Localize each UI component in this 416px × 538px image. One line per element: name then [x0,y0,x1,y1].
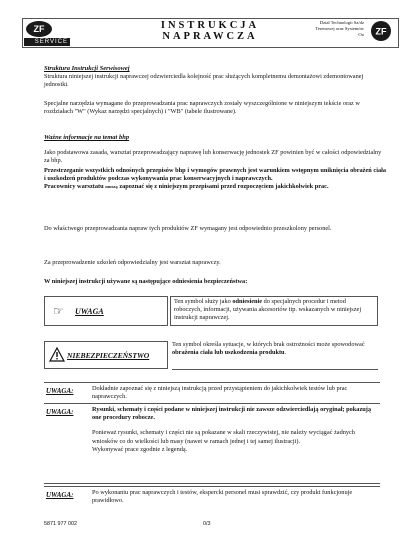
note-table-top [44,382,380,383]
training-text: Za przeprowadzenie szkoleń odpowiedzialny jest warsztat naprawczy. [44,259,221,266]
note-row2-label: UWAGA: [46,408,74,416]
tools-text: Specjalne narzędzia wymagane do przeprowadzania prac naprawczych zostały wyszczególnione w niniejszym tekście oraz w rozdziałach "W" (Wykaz narzędzi specjalnych) i "WB" (tabele ilustrowane). [44,100,360,116]
uwaga-symbol-box [44,296,168,326]
danger-underline [172,369,378,370]
danger-label: NIEBEZPIECZEŃSTWO [67,351,150,360]
bhp-heading: Ważne informacje na temat bhp [44,134,130,141]
danger-description: Ten symbol określa sytuacje, w których brak ostrożności może spowodować obrażenia ciała lub uszkodzenia produktu. [172,341,365,357]
uwaga-label: UWAGA [75,307,104,316]
note-row2-text: Ponieważ rysunki, schematy i części nie są pokazane w skali rzeczywistej, nie należy wyciągać żadnych wniosków co do wielkości lub masy (nawet w ramach jednej i tej samej ilustracji). [92,429,355,445]
note-row1-text: Dokładnie zapoznać się z niniejszą instrukcją przed przystąpieniem do jakichkolwiek testów lub prac naprawczych. [92,385,348,401]
page-title: INSTRUKCJA NAPRAWCZA [160,20,260,42]
note-row3-text: Po wykonaniu prac naprawczych i testów, ekspercki personel musi sprawdzić, czy produkt funkcjonuje prawidłowo. [92,489,353,505]
zf-badge-icon [368,20,394,42]
service-label: SERVICE [24,38,70,46]
bhp-text: Jako podstawowa zasada, warsztat przeprowadzający naprawę lub konserwację jednostek ZF powinien być w całości odpowiedzialny za bhp. [44,149,382,165]
note-row3-label: UWAGA: [46,491,74,499]
uwaga-description: Ten symbol służy jako odniesienie do specjalnych procedur i metod roboczych, informacji, używania akcesoriów itp. wskazanych w niniejszej instrukcji naprawczej. [170,296,378,326]
svg-text:ZF: ZF [375,26,387,37]
structure-section [44,65,384,90]
personnel-text: Do właściwego przeprowadzania napraw tych produktów ZF wymagany jest odpowiednio przeszkolony personel. [44,225,332,232]
note-row1-label: UWAGA: [46,387,74,395]
doc-number: 5871 977 002 [44,521,77,527]
note-row-divider-3 [44,486,380,487]
pointing-hand-icon: ☞ [53,304,64,318]
svg-text:ZF: ZF [33,24,45,34]
header-department: Dział Technologii Sa/dz Terenowej oraz Systemów Oo [315,20,364,37]
bhp-warning-2: Pracownicy warsztatu muszą zapoznać się z niniejszym przepisami przed rozpoczęciem jakichkolwiek prac. [44,183,329,191]
danger-symbol-box [44,341,168,369]
note-row2-text2: Wykonywać prace zgodnie z legendą. [92,445,188,453]
warning-triangle-icon [49,347,65,362]
bhp-warning [44,167,386,192]
zf-logo-icon [24,20,54,38]
structure-text: Struktura niniejszej instrukcji naprawczej odzwierciedla kolejność prac służących kompletnemu demontażowi zdemontowanej jednostki. [44,73,364,89]
note-row2-border [44,403,380,484]
note-row2-bold: Rysunki, schematy i części podane w niniejszej instrukcji nie zawsze odzwierciedlają oryginał; pokazują one procedury robocze. [92,406,371,422]
page-number: 0/3 [203,521,211,527]
bhp-warning-1: Przestrzeganie wszystkich odnośnych przepisów bhp i wymogów prawnych jest warunkiem wstępnym uniknięcia obrażeń ciała i uszkodzeń produktów podczas wykonywania prac konserwacyjnych i naprawczych. [44,167,386,183]
structure-heading: Struktura Instrukcji Serwisowej [44,65,130,72]
terms-heading: W niniejszej instrukcji używane są następujące odniesienia bezpieczeństwa: [44,278,248,285]
